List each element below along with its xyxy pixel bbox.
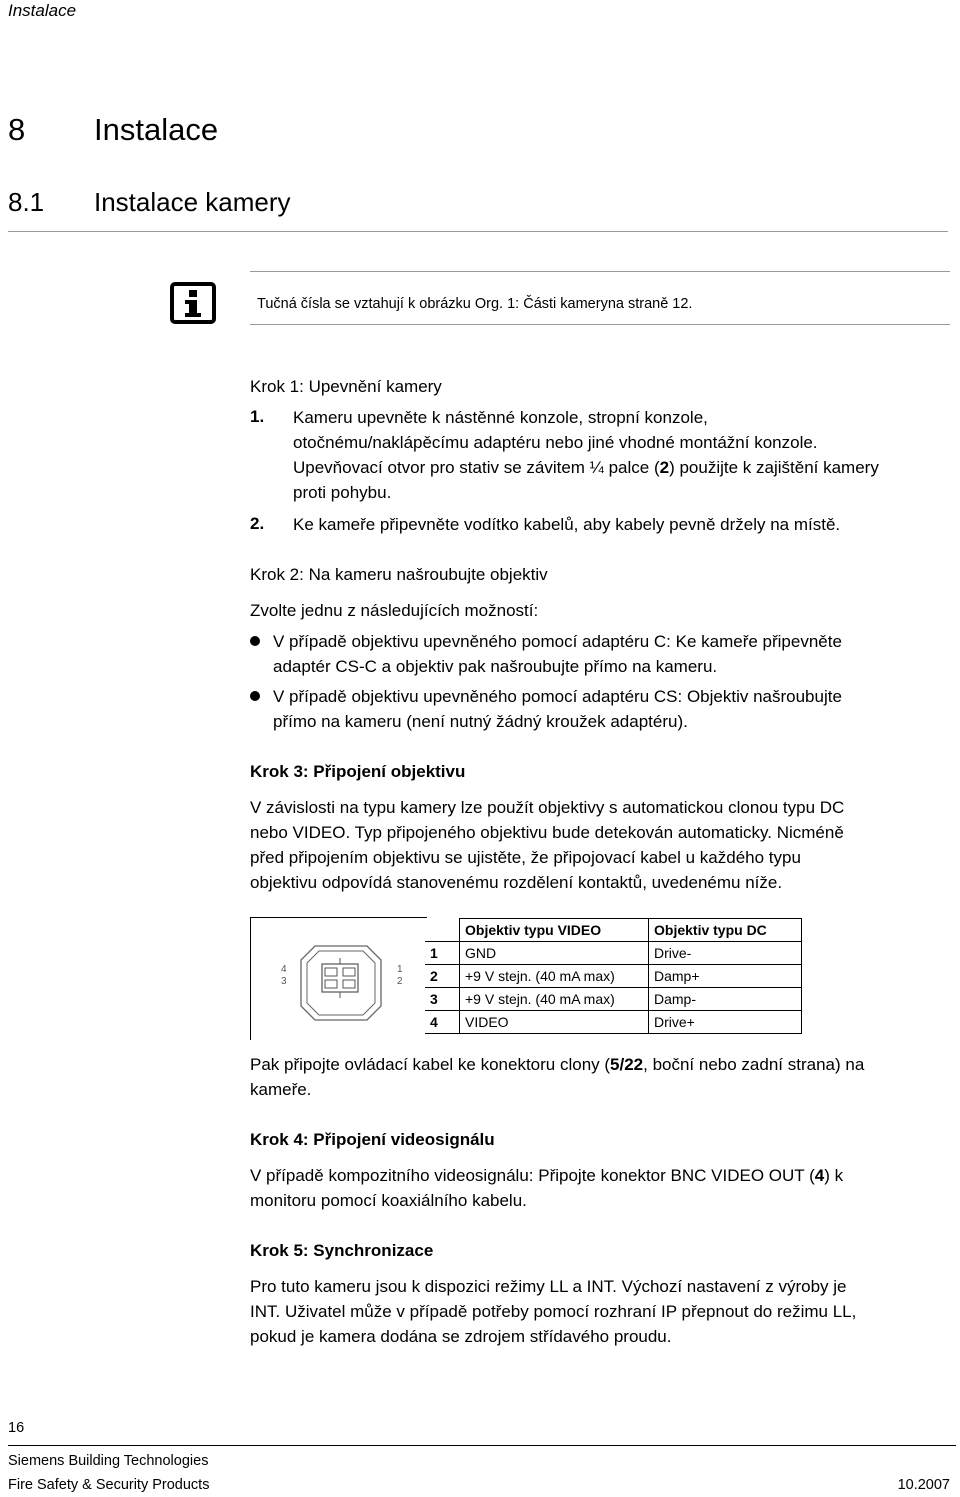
table-header-cell — [425, 919, 460, 942]
step2-bullet2-line2: přímo na kameru (není nutný žádný kroužek adaptéru). — [273, 712, 688, 731]
note-top-rule — [250, 271, 950, 272]
step5-para-line1: Pro tuto kameru jsou k dispozici režimy LL a INT. Výchozí nastavení z výroby je — [250, 1277, 847, 1296]
table-header-cell: Objektiv typu DC — [649, 919, 802, 942]
table-cell: +9 V stejn. (40 mA max) — [460, 988, 649, 1011]
step2-bullet1-line1: V případě objektivu upevněného pomocí adaptéru C: Ke kameře připevněte — [273, 632, 842, 651]
chapter-number: 8 — [8, 112, 26, 147]
step4-title: Krok 4: Připojení videosignálu — [250, 1130, 495, 1149]
step5-title: Krok 5: Synchronizace — [250, 1241, 434, 1260]
step1-item2-number: 2. — [250, 514, 265, 533]
connector-diagram — [250, 917, 427, 1040]
table-cell: 2 — [425, 965, 460, 988]
table-cell: Drive- — [649, 942, 802, 965]
section-rule — [8, 231, 948, 232]
pin-label-1: 1 — [397, 964, 403, 975]
table-row — [425, 988, 802, 1011]
table-row — [425, 942, 802, 965]
step2-bullet2-line1: V případě objektivu upevněného pomocí adaptéru CS: Objektiv našroubujte — [273, 687, 842, 706]
step3-title: Krok 3: Připojení objektivu — [250, 762, 466, 781]
pin-assignment-table — [425, 918, 802, 1034]
table-cell: Damp+ — [649, 965, 802, 988]
footer-division: Fire Safety & Security Products — [8, 1477, 210, 1493]
chapter-heading — [0, 112, 960, 152]
table-header-cell: Objektiv typu VIDEO — [460, 919, 649, 942]
bullet-dot — [250, 636, 260, 646]
table-row — [425, 965, 802, 988]
pin-label-2: 2 — [397, 976, 403, 987]
step2-title: Krok 2: Na kameru našroubujte objektiv — [250, 565, 548, 584]
page-number: 16 — [8, 1420, 25, 1436]
table-cell: 3 — [425, 988, 460, 1011]
pin-label-4: 4 — [281, 964, 287, 975]
step3-para-line1: V závislosti na typu kamery lze použít objektivy s automatickou clonou typu DC — [250, 798, 845, 817]
table-cell: GND — [460, 942, 649, 965]
table-header-row — [425, 919, 802, 942]
table-cell: Damp- — [649, 988, 802, 1011]
table-row — [425, 1011, 802, 1034]
step2-bullet1-line2: adaptér CS-C a objektiv pak našroubujte přímo na kameru. — [273, 657, 718, 676]
step4-para-line2: monitoru pomocí koaxiálního kabelu. — [250, 1191, 527, 1210]
step3-para-line2: nebo VIDEO. Typ připojeného objektivu bude detekován automaticky. Nicméně — [250, 823, 844, 842]
note-text: Tučná čísla se vztahují k obrázku Org. 1: Části kameryna straně 12. — [257, 296, 693, 312]
section-heading — [0, 187, 960, 221]
footer-date: 10.2007 — [897, 1477, 950, 1493]
step1-item2-line1: Ke kameře připevněte vodítko kabelů, aby kabely pevně držely na místě. — [293, 515, 841, 534]
info-icon — [170, 282, 216, 324]
bullet-dot — [250, 691, 260, 701]
step3-after-line2: kameře. — [250, 1080, 312, 1099]
running-header: Instalace — [8, 1, 77, 20]
step1-item1-number: 1. — [250, 407, 265, 426]
footer-rule — [8, 1445, 956, 1446]
note-bottom-rule — [250, 324, 950, 325]
section-title: Instalace kamery — [94, 187, 291, 217]
section-number: 8.1 — [8, 187, 45, 217]
table-cell: +9 V stejn. (40 mA max) — [460, 965, 649, 988]
step4-para-line1: V případě kompozitního videosignálu: Připojte konektor BNC VIDEO OUT (4) k — [250, 1166, 844, 1185]
table-cell: VIDEO — [460, 1011, 649, 1034]
chapter-title: Instalace — [94, 112, 219, 147]
step1-item1-line3: Upevňovací otvor pro stativ se závitem ¼ palce (2) použijte k zajištění kamery — [293, 458, 879, 477]
step3-after-line1: Pak připojte ovládací kabel ke konektoru clony (5/22, boční nebo zadní strana) na — [250, 1055, 865, 1074]
pin-label-3: 3 — [281, 976, 287, 987]
table-cell: 4 — [425, 1011, 460, 1034]
step5-para-line2: INT. Uživatel může v případě potřeby pomocí rozhraní IP přepnout do režimu LL, — [250, 1302, 857, 1321]
step1-item1-line1: Kameru upevněte k nástěnné konzole, stropní konzole, — [293, 408, 708, 427]
step1-title: Krok 1: Upevnění kamery — [250, 377, 442, 396]
step3-para-line4: objektivu odpovídá stanovenému rozdělení kontaktů, uvedenému níže. — [250, 873, 783, 892]
step3-para-line3: před připojením objektivu se ujistěte, že připojovací kabel u každého typu — [250, 848, 801, 867]
footer-company: Siemens Building Technologies — [8, 1453, 209, 1469]
step1-item1-line2: otočnému/naklápěcímu adaptéru nebo jiné vhodné montážní konzole. — [293, 433, 818, 452]
table-cell: Drive+ — [649, 1011, 802, 1034]
step2-intro: Zvolte jednu z následujících možností: — [250, 601, 539, 620]
step1-item1-line4: proti pohybu. — [293, 483, 392, 502]
step5-para-line3: pokud je kamera dodána se zdrojem střídavého proudu. — [250, 1327, 672, 1346]
table-cell: 1 — [425, 942, 460, 965]
